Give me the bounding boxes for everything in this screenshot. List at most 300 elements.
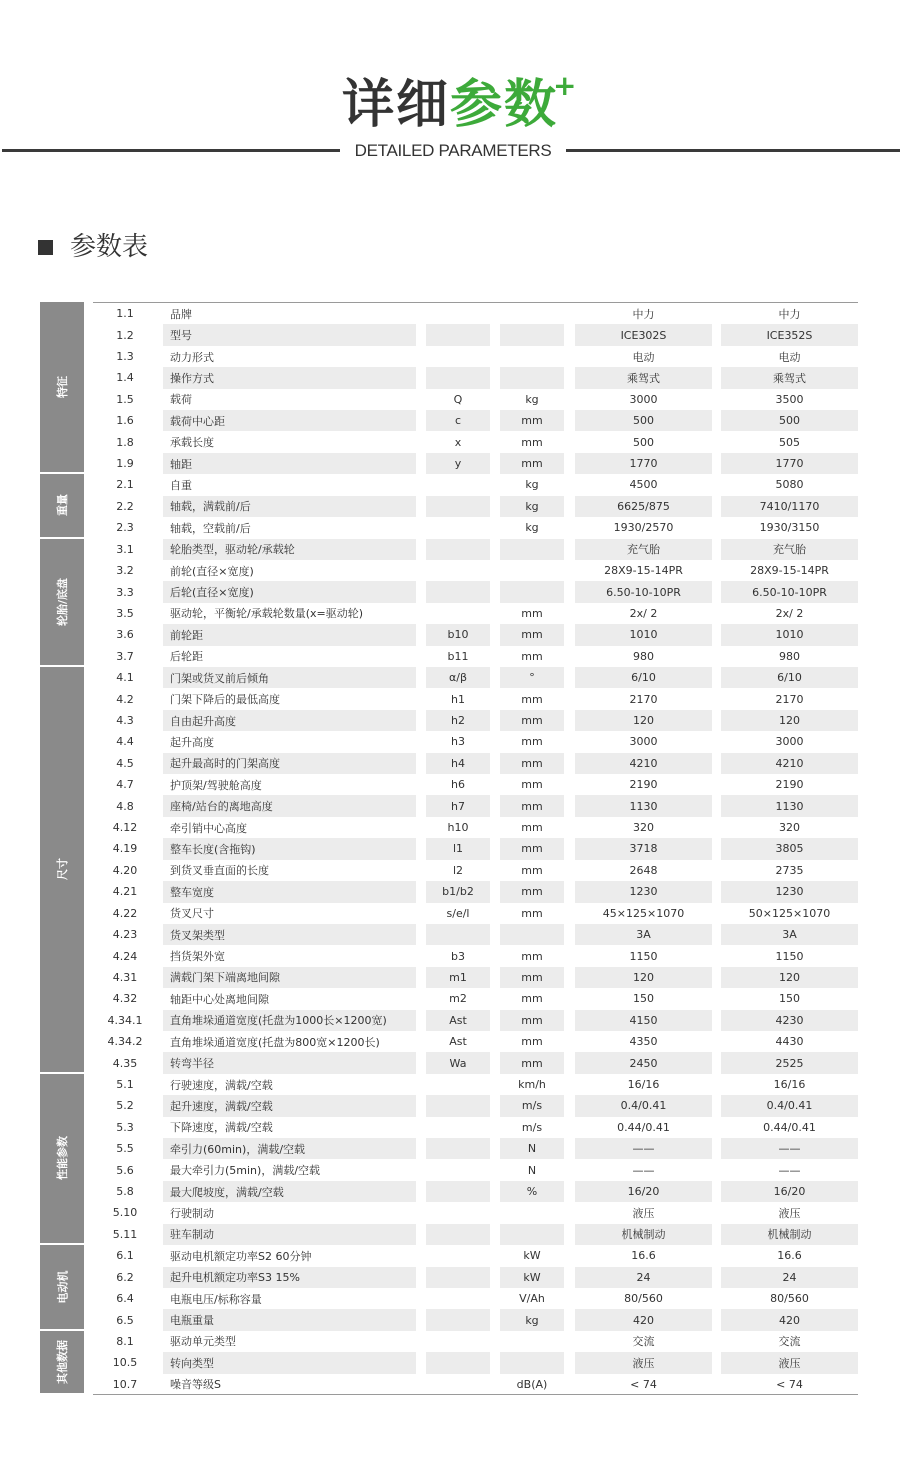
row-symbol: b1/b2 [426,881,490,902]
row-item: 轮胎类型，驱动轮/承载轮 [163,539,416,560]
row-value-ice302s: 3718 [575,838,712,859]
row-symbol: l2 [452,863,464,877]
row-number: 5.2 [116,1099,134,1113]
row-symbol: Q [453,392,463,406]
row-number: 10.7 [112,1377,138,1391]
row-item: 转向类型 [163,1352,416,1373]
table-row [93,346,858,367]
row-number: 1.9 [116,457,134,471]
row-item: 前轮(直径×宽度) [170,564,254,578]
table-row [93,838,858,859]
row-unit: kg [525,521,539,535]
row-item: 起升最高时的门架高度 [163,753,416,774]
row-value-ice302s: 1930/2570 [613,521,674,535]
table-row [93,1331,858,1352]
table-row [93,367,858,388]
row-unit: mm [500,881,564,902]
row-number: 5.11 [112,1227,138,1241]
row-item: 门架或货叉前后倾角 [163,667,416,688]
table-row [93,1010,858,1031]
row-symbol [426,474,490,495]
row-value-ice352s: 3A [721,924,858,945]
row-symbol: h2 [426,710,490,731]
square-bullet-icon [38,240,53,255]
row-symbol [426,1374,490,1395]
row-unit: mm [500,838,564,859]
row-value-ice302s: 80/560 [624,1292,663,1306]
row-value-ice352s: 1770 [721,453,858,474]
row-value-ice352s: 1010 [721,624,858,645]
row-value-ice302s: 3000 [629,392,658,406]
row-unit: m/s [521,1120,543,1134]
row-number: 4.2 [116,692,134,706]
row-unit [500,539,564,560]
row-number: 1.5 [116,392,134,406]
sidebar-group [40,667,84,1072]
row-item: 牵引力(60min)，满载/空载 [163,1138,416,1159]
page-subtitle: DETAILED PARAMETERS [354,141,552,160]
row-symbol: Wa [426,1052,490,1073]
row-unit: km/h [518,1078,546,1092]
row-symbol [426,367,490,388]
row-symbol: x [454,435,462,449]
table-row [93,881,858,902]
row-number: 4.22 [112,906,138,920]
row-value-ice352s: 150 [779,992,800,1006]
row-value-ice352s: 1930/3150 [759,521,820,535]
row-unit: mm [521,992,543,1006]
row-value-ice352s: 50×125×1070 [748,906,831,920]
row-value-ice302s: 500 [633,435,654,449]
row-unit: mm [521,435,543,449]
row-value-ice302s: 6625/875 [575,496,712,517]
row-unit: mm [521,949,543,963]
row-symbol: Ast [426,1010,490,1031]
row-symbol: m1 [426,967,490,988]
row-value-ice302s: 4500 [629,478,658,492]
row-unit: mm [500,753,564,774]
row-value-ice352s: 4210 [721,753,858,774]
row-number: 4.20 [112,863,138,877]
table-row [93,624,858,645]
row-number: 3.1 [116,542,134,556]
table-row [93,646,858,667]
row-value-ice302s: 6/10 [575,667,712,688]
row-item: 操作方式 [163,367,416,388]
row-unit: mm [521,821,543,835]
row-symbol [426,1117,490,1138]
row-symbol: b3 [451,949,465,963]
row-item: 动力形式 [170,350,214,364]
row-unit: mm [521,606,543,620]
row-value-ice352s: 7410/1170 [721,496,858,517]
row-value-ice352s: 16/20 [721,1181,858,1202]
table-row [93,1202,858,1223]
row-symbol: y [426,453,490,474]
row-value-ice302s: 4150 [575,1010,712,1031]
row-unit: mm [521,649,543,663]
row-unit [500,581,564,602]
row-number: 3.3 [116,585,134,599]
row-item: 型号 [163,324,416,345]
row-unit: mm [521,692,543,706]
row-item: 载荷 [170,393,192,407]
row-value-ice302s: 1150 [629,949,658,963]
row-item: 轴距中心处离地间隙 [170,992,269,1006]
row-symbol [426,539,490,560]
row-item: 载荷中心距 [163,410,416,431]
table-row [93,795,858,816]
row-value-ice302s: 2450 [575,1052,712,1073]
row-number: 4.4 [116,735,134,749]
row-value-ice352s: 28X9-15-14PR [750,564,829,578]
row-value-ice352s: 505 [779,435,800,449]
row-number: 2.2 [116,499,134,513]
row-number: 8.1 [116,1334,134,1348]
row-item: 门架下降后的最低高度 [170,693,280,707]
row-number: 4.7 [116,778,134,792]
row-symbol [426,1095,490,1116]
sidebar-group-label: 性能参数 [56,1136,69,1181]
row-value-ice352s: 2190 [775,778,804,792]
row-item: 自由起升高度 [163,710,416,731]
row-unit: m/s [500,1095,564,1116]
row-value-ice352s: < 74 [776,1377,803,1391]
row-value-ice352s: 中力 [778,307,801,321]
table-row [93,1224,858,1245]
row-value-ice302s: 150 [633,992,654,1006]
row-item: 驱动电机额定功率S2 60分钟 [170,1249,312,1263]
row-item: 护顶架/驾驶舱高度 [170,778,262,792]
page-title [0,69,900,136]
row-number: 4.31 [112,970,138,984]
row-value-ice352s: —— [778,1163,801,1177]
row-unit: mm [521,778,543,792]
row-number: 4.19 [112,842,138,856]
row-symbol [426,1074,490,1095]
table-row [93,817,858,838]
row-symbol [426,1159,490,1180]
row-item: 直角堆垛通道宽度(托盘为800宽×1200长) [170,1035,380,1049]
table-row [93,731,858,752]
row-item: 电瓶重量 [163,1309,416,1330]
table-row [93,1159,858,1180]
row-unit: % [500,1181,564,1202]
row-value-ice302s: 2190 [629,778,658,792]
row-number: 5.5 [116,1142,134,1156]
row-value-ice302s: < 74 [630,1377,657,1391]
row-item: 下降速度，满载/空载 [170,1121,273,1135]
table-row [93,1352,858,1373]
table-row [93,1138,858,1159]
row-number: 5.10 [112,1206,138,1220]
table-row [93,410,858,431]
row-value-ice352s: 3500 [775,392,804,406]
row-value-ice352s: 6.50-10-10PR [721,581,858,602]
row-number: 10.5 [112,1356,138,1370]
row-value-ice302s: 2648 [629,863,658,877]
row-symbol: s/e/l [446,906,470,920]
row-number: 6.1 [116,1249,134,1263]
table-row [93,1267,858,1288]
row-value-ice352s: 120 [721,967,858,988]
row-item: 轴距 [163,453,416,474]
row-symbol: h10 [447,821,469,835]
row-number: 3.5 [116,606,134,620]
row-unit: kW [523,1249,541,1263]
row-symbol: h4 [426,753,490,774]
row-unit [500,1331,564,1352]
row-value-ice302s: 6.50-10-10PR [575,581,712,602]
table-row [93,667,858,688]
row-value-ice352s: 420 [721,1309,858,1330]
row-value-ice352s: 机械制动 [721,1224,858,1245]
row-unit: mm [500,453,564,474]
row-symbol [426,581,490,602]
row-symbol [426,496,490,517]
row-symbol [426,1245,490,1266]
row-number: 3.7 [116,649,134,663]
row-item: 整车长度(含拖钩) [163,838,416,859]
table-row [93,1117,858,1138]
row-value-ice302s: 16.6 [631,1249,656,1263]
row-item: 起升速度，满载/空载 [163,1095,416,1116]
row-unit: mm [500,410,564,431]
row-item: 自重 [170,478,192,492]
row-value-ice302s: 2170 [629,692,658,706]
row-symbol [426,603,490,624]
row-number: 3.6 [116,628,134,642]
sidebar-group-label: 重量 [56,494,69,517]
row-symbol: h1 [451,692,465,706]
row-unit: kg [525,392,539,406]
row-item: 直角堆垛通道宽度(托盘为1000长×1200宽) [163,1010,416,1031]
row-value-ice302s: 乘驾式 [575,367,712,388]
row-value-ice302s: 2x/ 2 [629,606,658,620]
row-symbol [426,1181,490,1202]
table-row [93,581,858,602]
row-unit: mm [500,1010,564,1031]
table-row [93,453,858,474]
row-number: 5.3 [116,1120,134,1134]
row-unit [500,1352,564,1373]
row-number: 4.34.1 [107,1013,143,1027]
row-value-ice302s: 120 [575,967,712,988]
row-number: 1.6 [116,414,134,428]
sidebar-group-label: 其他数据 [56,1339,69,1384]
row-item: 驱动轮，平衡轮/承载轮数量(x=驱动轮) [170,607,364,621]
sidebar-group [40,1245,84,1329]
row-number: 1.2 [116,328,134,342]
row-number: 6.4 [116,1292,134,1306]
row-number: 4.35 [112,1056,138,1070]
table-row [93,1374,858,1395]
table-row [93,1095,858,1116]
row-value-ice352s: 16.6 [777,1249,802,1263]
sidebar-group-label: 特征 [56,376,69,399]
row-number: 4.32 [112,992,138,1006]
row-number: 4.24 [112,949,138,963]
row-value-ice302s: —— [575,1138,712,1159]
row-value-ice302s: 充气胎 [575,539,712,560]
row-item: 起升高度 [170,735,214,749]
table-row [93,1031,858,1052]
sidebar-group-label: 尺寸 [56,858,69,881]
row-symbol [426,1352,490,1373]
table-row [93,389,858,410]
divider-right [566,149,900,152]
row-item: 行驶制动 [170,1206,214,1220]
row-item: 承载长度 [170,436,214,450]
row-unit: V/Ah [519,1292,545,1306]
row-unit: mm [500,795,564,816]
row-value-ice352s: 液压 [721,1352,858,1373]
row-value-ice302s: 28X9-15-14PR [604,564,683,578]
row-value-ice302s: 液压 [575,1352,712,1373]
row-value-ice302s: 3000 [629,735,658,749]
row-symbol [426,1138,490,1159]
row-number: 4.3 [116,714,134,728]
row-number: 6.2 [116,1270,134,1284]
row-item: 牵引销中心高度 [170,821,247,835]
row-symbol: Ast [449,1035,467,1049]
sidebar-group [40,302,84,472]
row-value-ice352s: 充气胎 [721,539,858,560]
row-number: 4.34.2 [107,1035,143,1049]
row-unit: mm [521,1035,543,1049]
row-number: 1.8 [116,435,134,449]
row-value-ice302s: 交流 [632,1335,655,1349]
row-unit: kg [500,1309,564,1330]
row-value-ice352s: 24 [721,1267,858,1288]
table-row [93,496,858,517]
row-value-ice352s: 1150 [775,949,804,963]
table-row [93,603,858,624]
row-unit: mm [500,710,564,731]
row-symbol: h7 [426,795,490,816]
table-row [93,539,858,560]
row-unit: mm [521,906,543,920]
row-value-ice302s: 45×125×1070 [602,906,685,920]
row-item: 最大爬坡度，满载/空载 [163,1181,416,1202]
row-symbol: h3 [451,735,465,749]
divider-left [2,149,340,152]
table-row [93,560,858,581]
row-symbol [426,1309,490,1330]
row-item: 噪音等级S [170,1378,221,1392]
row-item: 满载门架下端离地间隙 [163,967,416,988]
row-value-ice352s: 0.44/0.41 [763,1120,816,1134]
row-symbol: b10 [426,624,490,645]
row-number: 1.3 [116,350,134,364]
row-unit [500,924,564,945]
row-symbol: c [426,410,490,431]
table-row [93,945,858,966]
row-number: 2.3 [116,521,134,535]
plus-icon: + [553,69,577,102]
row-number: 4.12 [112,821,138,835]
row-symbol [426,1202,490,1223]
row-unit: mm [500,624,564,645]
row-unit: N [527,1163,537,1177]
sidebar-group [40,1074,84,1243]
row-item: 驱动单元类型 [170,1335,236,1349]
row-value-ice302s: —— [632,1163,655,1177]
row-item: 座椅/站台的离地高度 [163,795,416,816]
row-value-ice302s: 1130 [575,795,712,816]
row-value-ice302s: 0.4/0.41 [575,1095,712,1116]
row-symbol [426,1288,490,1309]
row-value-ice352s: 500 [721,410,858,431]
row-value-ice352s: 5080 [775,478,804,492]
row-number: 4.8 [116,799,134,813]
row-symbol [426,1331,490,1352]
row-number: 4.23 [112,928,138,942]
row-item: 轴载，满载前/后 [163,496,416,517]
row-symbol [426,517,490,538]
row-item: 到货叉垂直面的长度 [170,864,269,878]
row-value-ice352s: 液压 [778,1206,801,1220]
table-row [93,903,858,924]
row-number: 6.5 [116,1313,134,1327]
row-number: 5.8 [116,1185,134,1199]
row-unit [500,346,564,367]
row-unit: kg [525,478,539,492]
row-value-ice352s: —— [721,1138,858,1159]
row-value-ice352s: 3000 [775,735,804,749]
row-item: 最大牵引力(5min)，满载/空载 [170,1164,321,1178]
row-value-ice352s: 2735 [775,863,804,877]
row-symbol [426,303,490,324]
row-item: 后轮(直径×宽度) [163,581,416,602]
row-item: 货叉架类型 [163,924,416,945]
row-unit [500,560,564,581]
sidebar-group [40,474,84,536]
row-item: 挡货架外宽 [170,950,225,964]
row-value-ice302s: 0.44/0.41 [617,1120,670,1134]
row-value-ice352s: 320 [779,821,800,835]
row-symbol: h6 [451,778,465,792]
table-row [93,1074,858,1095]
row-item: 品牌 [170,307,192,321]
row-unit [500,303,564,324]
row-value-ice302s: 电动 [632,350,655,364]
row-symbol: l1 [426,838,490,859]
row-symbol [426,1267,490,1288]
row-unit: mm [521,863,543,877]
row-value-ice352s: 1130 [721,795,858,816]
row-number: 1.4 [116,371,134,385]
table-row [93,988,858,1009]
row-value-ice302s: 中力 [632,307,655,321]
table-row [93,517,858,538]
row-value-ice302s: 液压 [632,1206,655,1220]
table-row [93,1052,858,1073]
table-row [93,753,858,774]
row-value-ice302s: 1230 [575,881,712,902]
row-unit: mm [500,1052,564,1073]
row-value-ice352s: 3805 [721,838,858,859]
row-number: 3.2 [116,564,134,578]
row-value-ice352s: 980 [779,649,800,663]
row-unit [500,367,564,388]
row-item: 行驶速度，满载/空载 [170,1078,273,1092]
row-symbol [426,1224,490,1245]
section-title: 参数表 [70,232,149,262]
row-item: 转弯半径 [163,1052,416,1073]
row-number: 5.6 [116,1163,134,1177]
row-value-ice352s: 乘驾式 [721,367,858,388]
